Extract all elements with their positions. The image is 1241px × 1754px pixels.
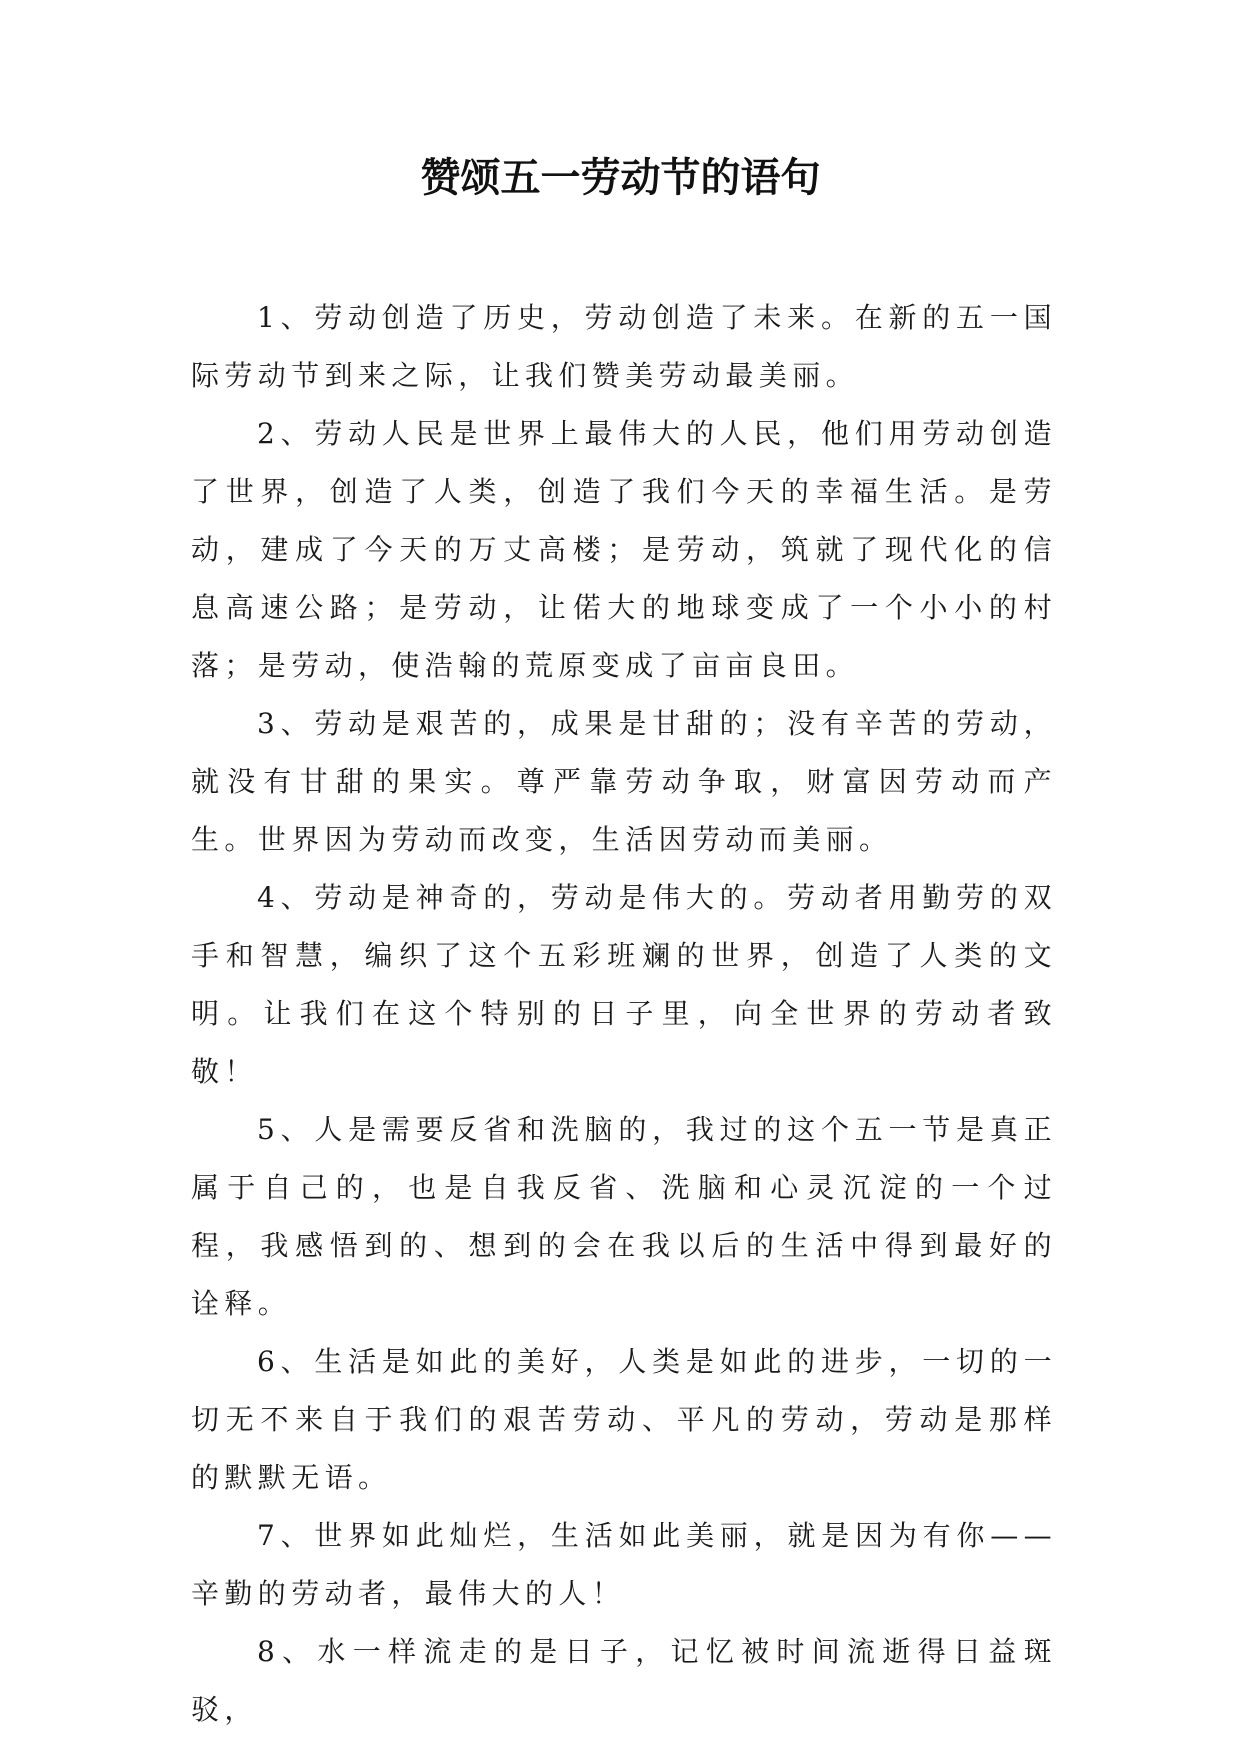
paragraph-7: 7、世界如此灿烂，生活如此美丽，就是因为有你——辛勤的劳动者，最伟大的人！ [191,1519,1057,1610]
paragraph-5: 5、人是需要反省和洗脑的，我过的这个五一节是真正属于自己的，也是自我反省、洗脑和心灵沉淀的一个过程，我感悟到的、想到的会在我以后的生活中得到最好的诠释。 [191,1113,1057,1320]
paragraph-3: 3、劳动是艰苦的，成果是甘甜的；没有辛苦的劳动，就没有甘甜的果实。尊严靠劳动争取，财富因劳动而产生。世界因为劳动而改变，生活因劳动而美丽。 [191,707,1057,856]
paragraph-8: 8、水一样流走的是日子，记忆被时间流逝得日益斑驳， [191,1635,1057,1726]
document-body [191,289,1057,1739]
document-title: 赞颂五一劳动节的语句 [420,154,821,201]
paragraph-4: 4、劳动是神奇的，劳动是伟大的。劳动者用勤劳的双手和智慧，编织了这个五彩班斓的世界，创造了人类的文明。让我们在这个特别的日子里，向全世界的劳动者致敬！ [191,881,1057,1088]
paragraph-1: 1、劳动创造了历史，劳动创造了未来。在新的五一国际劳动节到来之际，让我们赞美劳动最美丽。 [191,301,1057,392]
paragraph-2: 2、劳动人民是世界上最伟大的人民，他们用劳动创造了世界，创造了人类，创造了我们今天的幸福生活。是劳动，建成了今天的万丈高楼；是劳动，筑就了现代化的信息高速公路；是劳动，让偌大的地球变成了一个小小的村落；是劳动，使浩翰的荒原变成了亩亩良田。 [191,417,1057,682]
paragraph-6: 6、生活是如此的美好，人类是如此的进步，一切的一切无不来自于我们的艰苦劳动、平凡的劳动，劳动是那样的默默无语。 [191,1345,1057,1494]
